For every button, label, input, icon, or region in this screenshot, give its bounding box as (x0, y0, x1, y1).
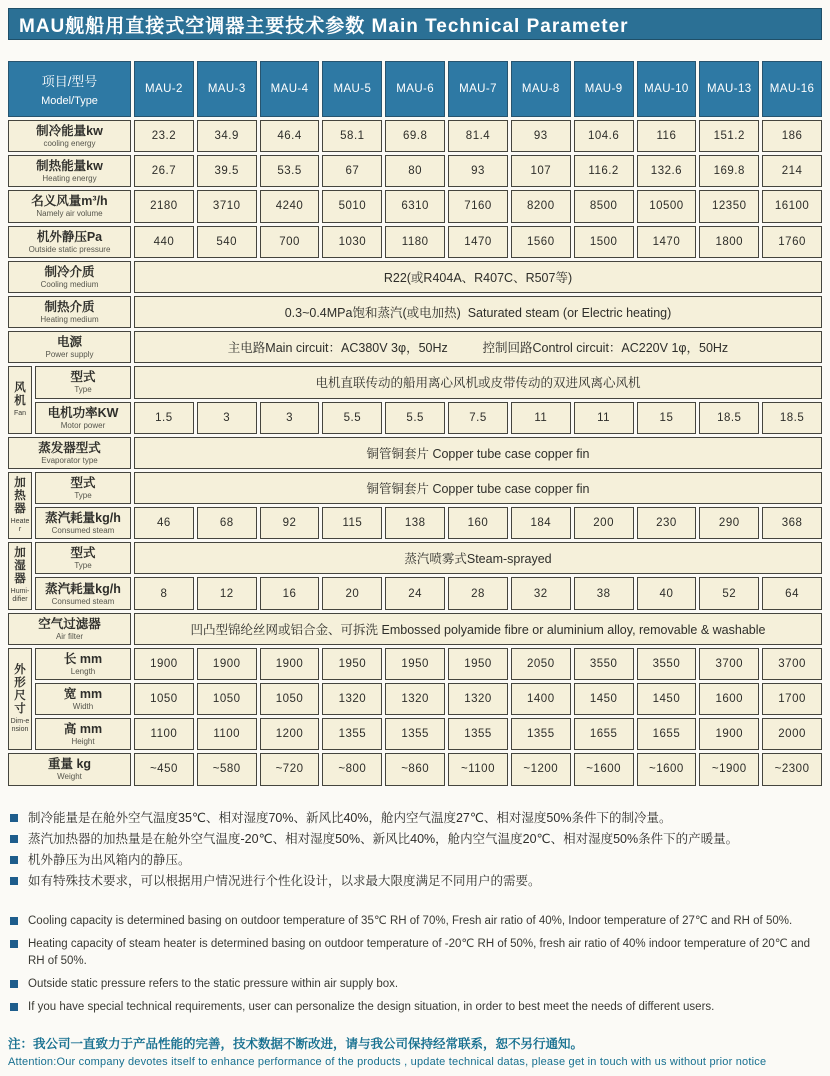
value-cell: 58.1 (322, 120, 382, 152)
value-cell: 6310 (385, 190, 445, 222)
group-cell (8, 542, 32, 609)
group-cell (8, 648, 32, 751)
row-span-value-cell: 凹凸型锦纶丝网或铝合金、可拆洗 Embossed polyamide fibre or aluminium alloy, removable & washable (134, 613, 822, 645)
note-en-text: Heating capacity of steam heater is determined basing on outdoor temperature of -20℃ RH of 50%, fresh air ratio of 40% indoor temperature of 20℃ and RH of 50%. (28, 937, 811, 967)
page-title: MAU舰船用直接式空调器主要技术参数 Main Technical Parameter (8, 8, 822, 40)
row-label-en: Evaporator type (41, 455, 98, 465)
row-label-zh: 蒸发器型式 (38, 440, 101, 455)
value-cell: 151.2 (699, 120, 759, 152)
row-label-zh: 重量 kg (47, 757, 92, 772)
value-cell: ~720 (260, 753, 320, 785)
group-label-zh: 器 (14, 573, 26, 586)
row-label-en: Weight (57, 772, 82, 782)
row-label-cell (8, 753, 131, 785)
value-cell: 1050 (197, 683, 257, 715)
value-cell: 440 (134, 226, 194, 258)
value-cell: 1400 (511, 683, 571, 715)
value-cell: 214 (762, 155, 822, 187)
value-cell: 1560 (511, 226, 571, 258)
value-cell: 1100 (197, 718, 257, 750)
value-cell: 34.9 (197, 120, 257, 152)
model-header-cell: MAU-5 (322, 61, 382, 117)
value-cell: 93 (448, 155, 508, 187)
note-en-item (8, 976, 822, 993)
value-cell: ~1200 (511, 753, 571, 785)
row-label-en: Motor power (60, 420, 106, 430)
value-cell: 1900 (699, 718, 759, 750)
value-cell: 1320 (322, 683, 382, 715)
value-cell: 104.6 (574, 120, 634, 152)
note-zh-item (8, 873, 822, 889)
corner-label-en: Model/Type (41, 95, 98, 107)
group-label-zh: 加 (14, 547, 26, 560)
value-cell: 23.2 (134, 120, 194, 152)
value-cell: 26.7 (134, 155, 194, 187)
group-label-en: Fan (13, 410, 27, 417)
value-cell: 28 (448, 577, 508, 609)
row-label-en: Type (74, 490, 92, 500)
value-cell: 1900 (260, 648, 320, 680)
value-cell: 186 (762, 120, 822, 152)
row-label-en: Height (71, 737, 95, 747)
model-header-cell: MAU-16 (762, 61, 822, 117)
model-header-cell: MAU-2 (134, 61, 194, 117)
value-cell: ~800 (322, 753, 382, 785)
value-cell: 80 (385, 155, 445, 187)
value-cell: ~860 (385, 753, 445, 785)
note-zh-text: 机外静压为出风箱内的静压。 (28, 852, 191, 867)
note-en-text: Outside static pressure refers to the static pressure within air supply box. (28, 977, 399, 990)
group-label-en: Humi-difier (10, 588, 30, 604)
group-cell (8, 366, 32, 433)
value-cell: 39.5 (197, 155, 257, 187)
row-label-cell (35, 402, 131, 434)
row-span-value-cell: 0.3~0.4MPa饱和蒸汽(或电加热) Saturated steam (or Electric heating) (134, 296, 822, 328)
group-label-zh: 器 (14, 503, 26, 516)
row-label-en: Heating medium (40, 315, 99, 325)
value-cell: 2050 (511, 648, 571, 680)
row-label-zh: 制冷能量kw (36, 124, 103, 139)
value-cell: 3550 (637, 648, 697, 680)
row-label-zh: 制热能量kw (36, 159, 103, 174)
group-label-zh: 外 (14, 664, 26, 677)
value-cell: 1655 (574, 718, 634, 750)
model-header-cell: MAU-7 (448, 61, 508, 117)
value-cell: 5.5 (385, 402, 445, 434)
model-header-cell: MAU-4 (260, 61, 320, 117)
group-label-zh: 机 (14, 395, 26, 407)
value-cell: 3700 (762, 648, 822, 680)
value-cell: 116.2 (574, 155, 634, 187)
row-label-en: Heating energy (42, 174, 97, 184)
note-zh-item (8, 810, 822, 826)
corner-cell (8, 61, 131, 117)
row-label-cell (35, 542, 131, 574)
value-cell: 1355 (448, 718, 508, 750)
value-cell: 1900 (134, 648, 194, 680)
corner-label-zh: 项目/型号 (41, 74, 98, 89)
value-cell: ~1900 (699, 753, 759, 785)
value-cell: 8200 (511, 190, 571, 222)
group-label-zh: 加 (14, 477, 26, 490)
value-cell: 1950 (448, 648, 508, 680)
row-label-zh: 宽 mm (63, 687, 103, 702)
parameters-table (8, 61, 822, 786)
row-label-en: Air filter (55, 631, 84, 641)
value-cell: 24 (385, 577, 445, 609)
row-span-value-cell: 铜管铜套片 Copper tube case copper fin (134, 472, 822, 504)
value-cell: 5010 (322, 190, 382, 222)
value-cell: 184 (511, 507, 571, 539)
value-cell: 200 (574, 507, 634, 539)
row-label-zh: 型式 (70, 475, 96, 490)
note-en-item (8, 936, 822, 970)
value-cell: 32 (511, 577, 571, 609)
row-label-en: Type (74, 385, 92, 395)
row-label-cell (8, 155, 131, 187)
note-zh-text: 如有特殊技术要求，可以根据用户情况进行个性化设计，以求最大限度满足不同用户的需要。 (28, 873, 541, 888)
row-label-cell (8, 120, 131, 152)
value-cell: 4240 (260, 190, 320, 222)
value-cell: 1470 (448, 226, 508, 258)
bullet-square-icon (10, 1003, 18, 1011)
value-cell: ~1600 (574, 753, 634, 785)
note-zh-item (8, 852, 822, 868)
value-cell: ~580 (197, 753, 257, 785)
note-en-text: If you have special technical requirements, user can personalize the design situation, in order to best meet the needs of different users. (28, 1000, 715, 1013)
value-cell: 116 (637, 120, 697, 152)
group-label-zh: 热 (14, 490, 26, 503)
value-cell: 1470 (637, 226, 697, 258)
row-label-cell (35, 683, 131, 715)
value-cell: 1320 (448, 683, 508, 715)
note-en-text: Cooling capacity is determined basing on outdoor temperature of 35℃ RH of 70%, Fresh air ratio of 40%, Indoor temperature of 27℃ and RH of 50%. (28, 914, 793, 927)
row-label-zh: 型式 (70, 370, 96, 385)
notes-chinese (8, 810, 822, 889)
row-label-zh: 型式 (70, 546, 96, 561)
row-label-cell (35, 507, 131, 539)
value-cell: 92 (260, 507, 320, 539)
value-cell: 290 (699, 507, 759, 539)
row-label-cell (35, 648, 131, 680)
row-label-cell (8, 226, 131, 258)
group-label-zh: 形 (14, 677, 26, 690)
bullet-square-icon (10, 917, 18, 925)
row-span-value-cell: R22(或R404A、R407C、R507等) (134, 261, 822, 293)
row-label-en: cooling energy (43, 139, 96, 149)
row-span-value-cell: 铜管铜套片 Copper tube case copper fin (134, 437, 822, 469)
value-cell: 169.8 (699, 155, 759, 187)
value-cell: 20 (322, 577, 382, 609)
row-label-cell (35, 718, 131, 750)
value-cell: 3 (197, 402, 257, 434)
value-cell: 2000 (762, 718, 822, 750)
model-header-cell: MAU-3 (197, 61, 257, 117)
value-cell: 1700 (762, 683, 822, 715)
model-header-cell: MAU-6 (385, 61, 445, 117)
value-cell: 1355 (385, 718, 445, 750)
value-cell: 16 (260, 577, 320, 609)
group-label-zh: 风 (14, 382, 26, 394)
note-zh-text: 蒸汽加热器的加热量是在舱外空气温度-20℃、相对湿度50%、新风比40%，舱内空气温度20℃、相对湿度50%条件下的产暖量。 (28, 831, 739, 846)
row-label-zh: 电机功率KW (47, 405, 119, 420)
row-span-value-cell: 电机直联传动的船用离心风机或皮带传动的双进风离心风机 (134, 366, 822, 398)
value-cell: 3710 (197, 190, 257, 222)
value-cell: 7160 (448, 190, 508, 222)
value-cell: 11 (574, 402, 634, 434)
value-cell: 1355 (511, 718, 571, 750)
note-zh-text: 制冷能量是在舱外空气温度35℃、相对湿度70%、新风比40%，舱内空气温度27℃、相对湿度50%条件下的制冷量。 (28, 810, 672, 825)
row-label-zh: 蒸汽耗量kg/h (45, 511, 121, 526)
bullet-square-icon (10, 980, 18, 988)
value-cell: 64 (762, 577, 822, 609)
group-label-en: Dim-ension (10, 718, 30, 734)
value-cell: 67 (322, 155, 382, 187)
row-label-en: Outside static pressure (28, 244, 111, 254)
value-cell: 38 (574, 577, 634, 609)
row-label-zh: 制热介质 (44, 300, 95, 315)
footer-note (8, 1034, 822, 1068)
bullet-square-icon (10, 877, 18, 885)
bullet-square-icon (10, 835, 18, 843)
value-cell: 40 (637, 577, 697, 609)
value-cell: 1320 (385, 683, 445, 715)
value-cell: 2180 (134, 190, 194, 222)
value-cell: 15 (637, 402, 697, 434)
note-en-item (8, 913, 822, 930)
model-header-cell: MAU-8 (511, 61, 571, 117)
value-cell: 46 (134, 507, 194, 539)
value-cell: ~450 (134, 753, 194, 785)
value-cell: ~1600 (637, 753, 697, 785)
value-cell: 53.5 (260, 155, 320, 187)
row-label-en: Width (72, 702, 94, 712)
value-cell: 1.5 (134, 402, 194, 434)
value-cell: 7.5 (448, 402, 508, 434)
row-label-zh: 电源 (56, 335, 82, 350)
row-label-zh: 空气过滤器 (38, 616, 101, 631)
model-header-cell: MAU-9 (574, 61, 634, 117)
footer-note-english: Attention:Our company devotes itself to enhance performance of the products , update technical datas, please get in touch with us without prior notice (8, 1055, 767, 1068)
value-cell: 1180 (385, 226, 445, 258)
value-cell: 81.4 (448, 120, 508, 152)
note-en-item (8, 999, 822, 1016)
value-cell: 115 (322, 507, 382, 539)
row-label-cell (35, 472, 131, 504)
row-label-zh: 高 mm (63, 722, 103, 737)
group-cell (8, 472, 32, 539)
row-label-cell (8, 261, 131, 293)
row-label-en: Consumed steam (51, 596, 115, 606)
value-cell: 5.5 (322, 402, 382, 434)
model-header-cell: MAU-13 (699, 61, 759, 117)
value-cell: 230 (637, 507, 697, 539)
value-cell: 368 (762, 507, 822, 539)
row-label-cell (35, 577, 131, 609)
value-cell: 1900 (197, 648, 257, 680)
bullet-square-icon (10, 856, 18, 864)
value-cell: 11 (511, 402, 571, 434)
value-cell: 1950 (385, 648, 445, 680)
value-cell: 1450 (574, 683, 634, 715)
value-cell: 700 (260, 226, 320, 258)
value-cell: 1200 (260, 718, 320, 750)
row-label-zh: 名义风量m³/h (31, 194, 108, 209)
value-cell: ~1100 (448, 753, 508, 785)
group-label-zh: 尺 (14, 690, 26, 703)
value-cell: 1100 (134, 718, 194, 750)
value-cell: 52 (699, 577, 759, 609)
row-label-cell (8, 437, 131, 469)
value-cell: 3700 (699, 648, 759, 680)
value-cell: 68 (197, 507, 257, 539)
value-cell: 1450 (637, 683, 697, 715)
row-label-en: Cooling medium (40, 279, 99, 289)
value-cell: 3 (260, 402, 320, 434)
row-label-zh: 蒸汽耗量kg/h (45, 581, 121, 596)
value-cell: 1950 (322, 648, 382, 680)
row-label-zh: 制冷介质 (44, 264, 95, 279)
row-label-cell (8, 296, 131, 328)
value-cell: 1655 (637, 718, 697, 750)
bullet-square-icon (10, 940, 18, 948)
row-label-en: Power supply (45, 350, 94, 360)
value-cell: 132.6 (637, 155, 697, 187)
bullet-square-icon (10, 814, 18, 822)
value-cell: 10500 (637, 190, 697, 222)
group-label-en: Heater (10, 518, 30, 534)
value-cell: 18.5 (699, 402, 759, 434)
value-cell: 3550 (574, 648, 634, 680)
value-cell: 12350 (699, 190, 759, 222)
value-cell: 8 (134, 577, 194, 609)
value-cell: 138 (385, 507, 445, 539)
row-label-zh: 机外静压Pa (36, 229, 103, 244)
value-cell: 1760 (762, 226, 822, 258)
row-label-cell (35, 366, 131, 398)
value-cell: 69.8 (385, 120, 445, 152)
value-cell: 160 (448, 507, 508, 539)
value-cell: 540 (197, 226, 257, 258)
row-label-en: Type (74, 561, 92, 571)
row-label-en: Length (70, 666, 96, 676)
model-header-cell: MAU-10 (637, 61, 697, 117)
value-cell: 107 (511, 155, 571, 187)
row-label-cell (8, 331, 131, 363)
note-zh-item (8, 831, 822, 847)
value-cell: 12 (197, 577, 257, 609)
value-cell: 1500 (574, 226, 634, 258)
row-label-en: Consumed steam (51, 526, 115, 536)
value-cell: 1050 (134, 683, 194, 715)
group-label-zh: 湿 (14, 560, 26, 573)
value-cell: ~2300 (762, 753, 822, 785)
row-span-value-cell: 主电路Main circuit：AC380V 3φ，50Hz 控制回路Control circuit：AC220V 1φ，50Hz (134, 331, 822, 363)
value-cell: 1355 (322, 718, 382, 750)
row-label-cell (8, 613, 131, 645)
value-cell: 1030 (322, 226, 382, 258)
group-label-zh: 寸 (14, 703, 26, 716)
value-cell: 46.4 (260, 120, 320, 152)
row-label-zh: 长 mm (63, 651, 103, 666)
value-cell: 93 (511, 120, 571, 152)
value-cell: 18.5 (762, 402, 822, 434)
value-cell: 1050 (260, 683, 320, 715)
value-cell: 16100 (762, 190, 822, 222)
value-cell: 8500 (574, 190, 634, 222)
value-cell: 1800 (699, 226, 759, 258)
notes-english (8, 913, 822, 1016)
row-label-en: Namely air volume (36, 209, 103, 219)
row-label-cell (8, 190, 131, 222)
row-span-value-cell: 蒸汽喷雾式Steam-sprayed (134, 542, 822, 574)
value-cell: 1600 (699, 683, 759, 715)
footer-note-chinese: 注：我公司一直致力于产品性能的完善，技术数据不断改进，请与我公司保持经常联系，恕不另行通知。 (8, 1036, 584, 1051)
